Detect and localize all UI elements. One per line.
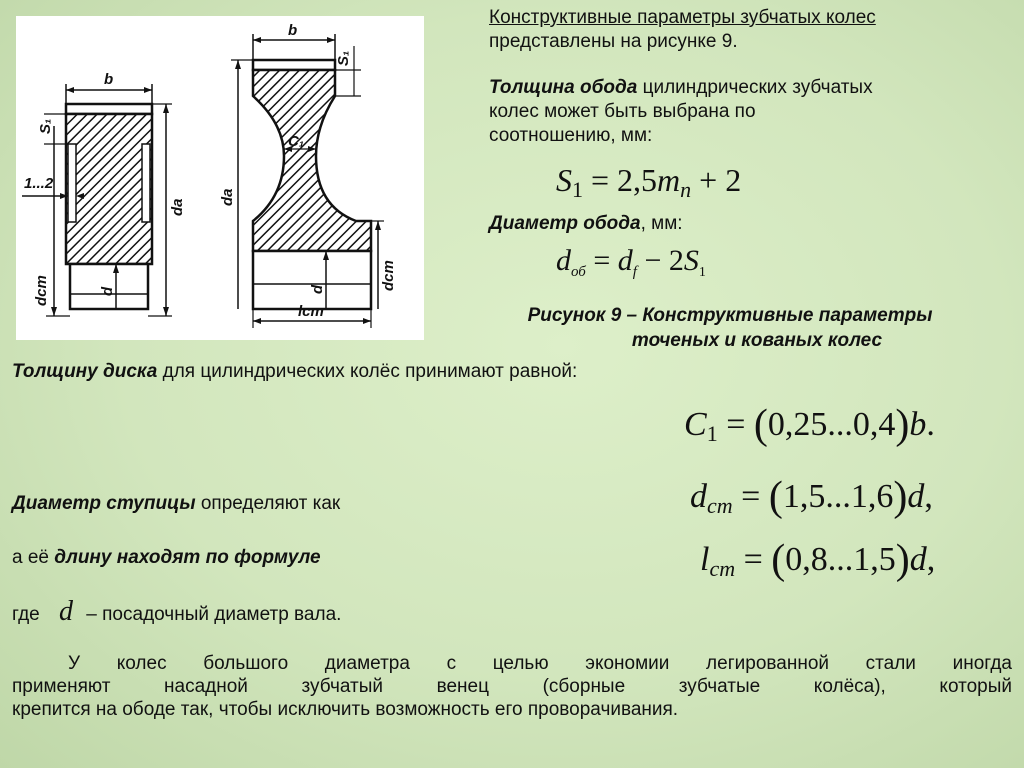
formula-dob-d2: d — [617, 244, 633, 277]
label-b-right: b — [288, 22, 298, 39]
formula-dob — [556, 244, 706, 278]
formula-s1-sub: 1 — [572, 177, 583, 202]
formula-s1-tail: + 2 — [691, 162, 742, 198]
hub-length-text — [12, 546, 321, 570]
where-text — [12, 596, 342, 627]
label-c1: C₁ — [288, 133, 305, 150]
formula-c1-var: b — [909, 406, 927, 443]
formula-c1-c: C — [684, 406, 707, 443]
formula-dob-sub1: об — [571, 264, 586, 280]
label-s1-left: S₁ — [37, 118, 54, 134]
intro-line-1: Конструктивные параметры зубчатых колес — [489, 7, 876, 28]
rim-thickness-line-3: соотношению, мм: — [489, 125, 653, 146]
rim-diameter-label: Диаметр обода — [489, 213, 641, 234]
hub-length-label: длину находят по формуле — [54, 547, 321, 568]
formula-c1: C1 = (0,25...0,4)b. — [684, 402, 935, 448]
rim-thickness-rest: цилиндрических зубчатых — [637, 77, 873, 98]
disk-thickness-rest: для цилиндрических колёс принимают равной: — [157, 361, 578, 382]
formula-s1-msub: n — [680, 177, 692, 202]
formula-s1-m: m — [657, 162, 681, 198]
gear-cross-section-drawing — [16, 16, 424, 340]
intro-line-2: представлены на рисунке 9. — [489, 31, 738, 52]
rim-diameter-rest: , мм: — [640, 213, 683, 234]
paragraph-line-3: крепится на ободе так, чтобы исключить возможность его проворачивания. — [12, 699, 679, 720]
figure-caption — [440, 303, 1020, 353]
hub-diameter-text — [12, 492, 340, 516]
caption-line-1: Рисунок 9 – Конструктивные параметры — [527, 305, 933, 326]
formula-s1-lhs: S — [556, 162, 572, 198]
formula-dcm-d: d — [690, 478, 707, 515]
formula-lcm: lcm = (0,8...1,5)d, — [700, 537, 936, 583]
where-var: d — [59, 596, 74, 627]
label-d-left: d — [99, 286, 116, 296]
formula-c1-end: . — [926, 406, 935, 443]
hub-diameter-label: Диаметр ступицы — [12, 493, 196, 514]
where-rest: – посадочный диаметр вала. — [86, 604, 342, 625]
label-dst-left: dст — [33, 275, 50, 306]
formula-s1-coef: = 2,5 — [583, 162, 658, 198]
formula-c1-sub: 1 — [706, 421, 718, 446]
rim-thickness-label: Толщина обода — [489, 77, 638, 98]
hub-diameter-rest: определяют как — [195, 493, 341, 514]
paragraph-line-1: У колес большого диаметра с целью экономии легированной стали иногда — [68, 653, 1012, 674]
disk-thickness-text — [12, 360, 577, 384]
formula-dob-minus: − 2 — [636, 244, 684, 277]
label-gap: 1...2 — [24, 175, 54, 192]
rim-diameter-text — [489, 212, 683, 236]
formula-lcm-l: l — [700, 541, 710, 578]
formula-dcm-var: d — [907, 478, 925, 515]
formula-c1-inner: 0,25...0,4 — [767, 406, 896, 443]
assembled-gear-paragraph — [12, 652, 1012, 721]
formula-lcm-inner: 0,8...1,5 — [785, 541, 896, 578]
label-d-right: d — [309, 284, 326, 294]
formula-lcm-end: , — [926, 541, 936, 578]
caption-line-2: точеных и кованых колес — [631, 330, 883, 351]
formula-dob-ssub: 1 — [698, 265, 706, 280]
formula-lcm-sub: cm — [709, 556, 736, 581]
formula-dcm-sub: cm — [707, 493, 733, 518]
where-prefix: где — [12, 604, 40, 625]
formula-dcm-end: , — [924, 478, 933, 515]
forged-gear-section — [231, 34, 384, 328]
label-b-left: b — [104, 71, 114, 88]
disk-thickness-label: Толщину диска — [12, 361, 158, 382]
formula-c1-eq: = — [717, 406, 754, 443]
formula-s1 — [556, 162, 742, 202]
intro-text — [489, 6, 876, 54]
hub-length-prefix: а её — [12, 547, 55, 568]
formula-dob-sub2: f — [632, 264, 637, 280]
figure-9-gear-drawings — [16, 16, 424, 340]
label-dst-right: dст — [380, 260, 397, 291]
label-lst: lст — [298, 303, 324, 320]
label-da-right: da — [219, 188, 236, 206]
label-da-left: da — [169, 198, 186, 216]
formula-dcm-eq: = — [732, 478, 769, 515]
formula-dob-eq: = — [585, 244, 618, 277]
rim-thickness-text — [489, 76, 1019, 148]
formula-dob-d1: d — [556, 244, 571, 277]
rim-thickness-line-2: колес может быть выбрана по — [489, 101, 756, 122]
formula-dob-s: S — [683, 244, 699, 277]
label-s1-right: S₁ — [335, 50, 352, 66]
formula-dcm: dcm = (1,5...1,6)d, — [690, 474, 933, 520]
formula-lcm-eq: = — [735, 541, 772, 578]
formula-lcm-var: d — [909, 541, 927, 578]
formula-dcm-inner: 1,5...1,6 — [782, 478, 894, 515]
paragraph-line-2: применяют насадной зубчатый венец (сборные зубчатые колёса), который — [12, 676, 1012, 697]
